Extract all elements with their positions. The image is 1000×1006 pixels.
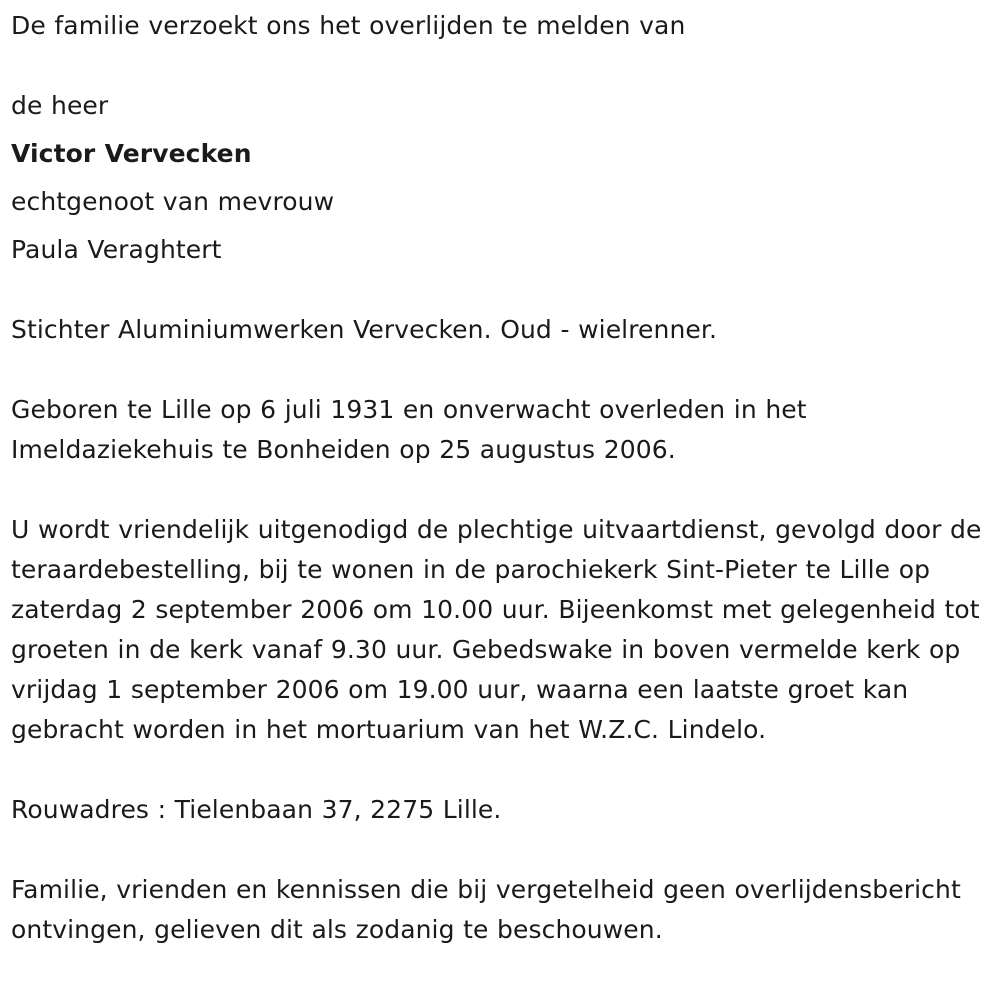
closing-paragraph: Familie, vrienden en kennissen die bij vergetelheid geen overlijdensbericht ontvingen, gelieven dit als zodanig te beschouwen.	[11, 875, 961, 944]
birth-death-paragraph: Geboren te Lille op 6 juli 1931 en onverwacht overleden in het Imeldaziekehuis te Bonheiden op 25 augustus 2006.	[11, 395, 807, 464]
spouse-name: Paula Veraghtert	[11, 235, 222, 264]
description: Stichter Aluminiumwerken Vervecken. Oud - wielrenner.	[11, 315, 718, 344]
mourning-address: Rouwadres : Tielenbaan 37, 2275 Lille.	[11, 795, 502, 824]
deceased-name: Victor Vervecken	[11, 139, 252, 168]
funeral-paragraph: U wordt vriendelijk uitgenodigd de plechtige uitvaartdienst, gevolgd door de teraardebestelling, bij te wonen in de parochiekerk Sint-Pieter te Lille op zaterdag 2 september 2006 om 10.00 uur. Bijeenkomst met gelegenheid tot groeten in de kerk vanaf 9.30 uur. Gebedswake in boven vermelde kerk op vrijdag 1 september 2006 om 19.00 uur, waarna een laatste groet kan gebracht worden in het mortuarium van het W.Z.C. Lindelo.	[11, 515, 982, 744]
death-notice	[11, 0, 996, 950]
spouse-label: echtgenoot van mevrouw	[11, 187, 335, 216]
intro-text: De familie verzoekt ons het overlijden te melden van	[11, 11, 686, 40]
salutation: de heer	[11, 91, 109, 120]
